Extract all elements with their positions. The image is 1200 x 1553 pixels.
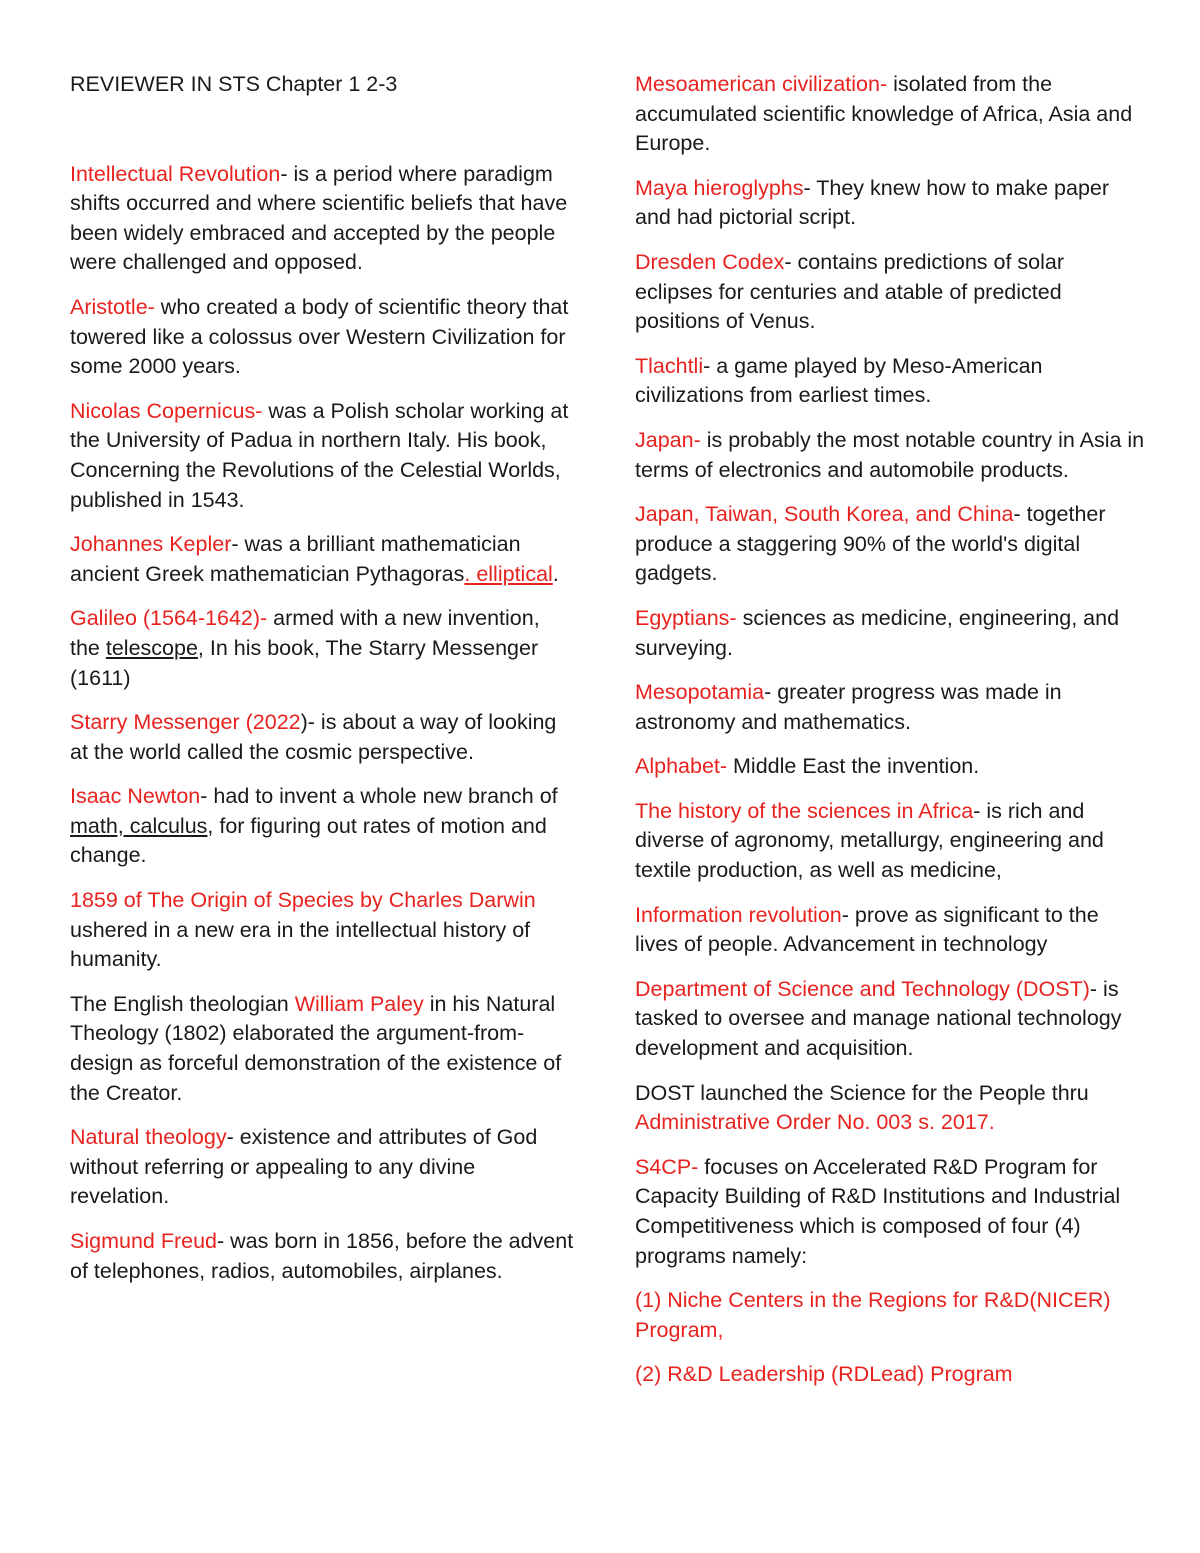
- highlighted-term: (2) R&D Leadership (RDLead) Program: [635, 1362, 1013, 1387]
- text-run: , In his book, The Starry Messenger (1611): [70, 635, 539, 690]
- paragraph: [635, 1079, 1145, 1138]
- text-run: in his Natural Theology (1802) elaborated the argument-from-design as forceful demonstration of the existence of the Creator.: [70, 991, 562, 1105]
- text-run: - They knew how to make paper and had pictorial script.: [635, 175, 1110, 230]
- highlighted-term: Dresden Codex: [635, 249, 785, 274]
- highlighted-term: Japan-: [635, 427, 701, 452]
- paragraph: [70, 782, 575, 871]
- text-run: was a Polish scholar working at the University of Padua in northern Italy. His book, Concerning the Revolutions of the Celestial Worlds, published in 1543.: [70, 398, 569, 512]
- paragraph: [635, 975, 1145, 1064]
- text-run: , for figuring out rates of motion and change.: [70, 813, 547, 868]
- highlighted-term: Tlachtli: [635, 353, 704, 378]
- highlighted-term: The history of the sciences in Africa: [635, 798, 974, 823]
- highlighted-term: Maya hieroglyphs: [635, 175, 804, 200]
- highlighted-term: S4CP-: [635, 1154, 699, 1179]
- paragraph: [635, 1286, 1145, 1345]
- right-column: [635, 70, 1145, 1405]
- paragraph: [70, 293, 575, 382]
- text-run: ushered in a new era in the intellectual history of humanity.: [70, 917, 531, 972]
- paragraph: [70, 160, 575, 278]
- highlighted-term: Alphabet-: [635, 754, 728, 779]
- paragraph: [70, 1123, 575, 1212]
- paragraph: [635, 797, 1145, 886]
- text-run: - was born in 1856, before the advent of telephones, radios, automobiles, airplanes.: [70, 1229, 574, 1283]
- paragraph: [635, 604, 1145, 663]
- text-run: - contains predictions of solar eclipses for centuries and atable of predicted positions of Venus.: [635, 249, 1065, 334]
- highlighted-term: Egyptians-: [635, 605, 737, 630]
- highlighted-term: Johannes Kepler: [70, 532, 232, 557]
- paragraph: [635, 901, 1145, 960]
- paragraph: [635, 426, 1145, 485]
- text-run: - together produce a staggering 90% of the world's digital gadgets.: [635, 502, 1106, 586]
- paragraph: [635, 678, 1145, 737]
- paragraph: [635, 70, 1145, 159]
- highlighted-term: Nicolas Copernicus-: [70, 398, 263, 423]
- text-run: is probably the most notable country in Asia in terms of electronics and automobile products.: [635, 427, 1145, 482]
- paragraph: [70, 604, 575, 693]
- highlighted-term: Department of Science and Technology (DOST): [635, 976, 1090, 1001]
- text-run: focuses on Accelerated R&D Program for Capacity Building of R&D Institutions and Industrial Competitiveness which is composed of four (4) programs namely:: [635, 1154, 1121, 1268]
- highlighted-term: Galileo (1564-1642)-: [70, 606, 268, 631]
- paragraph: [635, 752, 1145, 782]
- highlighted-term: (1) Niche Centers in the Regions for R&D(NICER) Program,: [635, 1288, 1111, 1342]
- paragraph: [70, 708, 575, 767]
- text-run: - is tasked to oversee and manage national technology development and acquisition.: [635, 976, 1122, 1061]
- text-run: - was a brilliant mathematician ancient Greek mathematician Pythagoras: [70, 532, 521, 586]
- highlighted-term: Isaac Newton: [70, 784, 201, 809]
- text-run: .: [552, 561, 559, 586]
- right-paragraphs: [635, 70, 1145, 1390]
- text-run: isolated from the accumulated scientific knowledge of Africa, Asia and Europe.: [635, 72, 1133, 156]
- highlighted-term: Aristotle-: [70, 294, 155, 319]
- paragraph: [70, 1227, 575, 1286]
- highlighted-term: Starry Messenger (2022: [70, 710, 301, 735]
- highlighted-term: 1859 of The Origin of Species by Charles Darwin: [70, 888, 536, 913]
- highlighted-term: Information revolution: [635, 902, 842, 927]
- paragraph: [635, 500, 1145, 589]
- text-run: - is rich and diverse of agronomy, metallurgy, engineering and textile production, as well as medicine,: [635, 798, 1104, 883]
- text-run: )- is about a way of looking at the world called the cosmic perspective.: [70, 710, 557, 764]
- text-run: - greater progress was made in astronomy and mathematics.: [635, 680, 1062, 734]
- text-run: - prove as significant to the lives of people. Advancement in technology: [635, 902, 1099, 957]
- highlighted-term: Administrative Order No. 003 s. 2017.: [635, 1110, 995, 1135]
- text-run: sciences as medicine, engineering, and surveying.: [635, 605, 1120, 660]
- paragraph: [635, 1360, 1145, 1390]
- paragraph: [70, 886, 575, 975]
- text-run: DOST launched the Science for the People thru: [635, 1080, 1089, 1105]
- highlighted-term: Japan, Taiwan, South Korea, and China: [635, 502, 1014, 527]
- paragraph: [70, 530, 575, 589]
- text-run: who created a body of scientific theory that towered like a colossus over Western Civilization for some 2000 years.: [70, 294, 569, 379]
- text-run: - a game played by Meso-American civilizations from earliest times.: [635, 353, 1043, 408]
- text-run: - existence and attributes of God without referring or appealing to any divine revelation.: [70, 1125, 538, 1209]
- text-run: armed with a new invention, the: [70, 606, 540, 660]
- paragraph: [635, 248, 1145, 337]
- highlighted-term: . elliptical: [464, 561, 553, 586]
- text-run: math, calculus: [70, 813, 208, 838]
- highlighted-term: William Paley: [294, 991, 424, 1016]
- highlighted-term: Natural theology: [70, 1125, 227, 1150]
- highlighted-term: Sigmund Freud: [70, 1229, 217, 1253]
- text-run: - is a period where paradigm shifts occurred and where scientific beliefs that have been widely embraced and accepted by the people were challenged and opposed.: [70, 161, 568, 275]
- highlighted-term: Intellectual Revolution: [70, 161, 281, 186]
- paragraph: [635, 174, 1145, 233]
- paragraph: [635, 1153, 1145, 1271]
- text-run: - had to invent a whole new branch of: [200, 784, 558, 809]
- highlighted-term: Mesoamerican civilization-: [635, 72, 888, 96]
- left-column: [70, 70, 575, 1301]
- text-run: Middle East the invention.: [727, 754, 980, 779]
- text-run: The English theologian: [70, 991, 295, 1016]
- left-paragraphs: [70, 160, 575, 1287]
- highlighted-term: Mesopotamia: [635, 680, 765, 705]
- text-run: telescope: [105, 635, 198, 660]
- document-title: REVIEWER IN STS Chapter 1 2-3: [70, 72, 398, 96]
- paragraph: [70, 990, 575, 1108]
- paragraph: [635, 352, 1145, 411]
- paragraph: [70, 397, 575, 515]
